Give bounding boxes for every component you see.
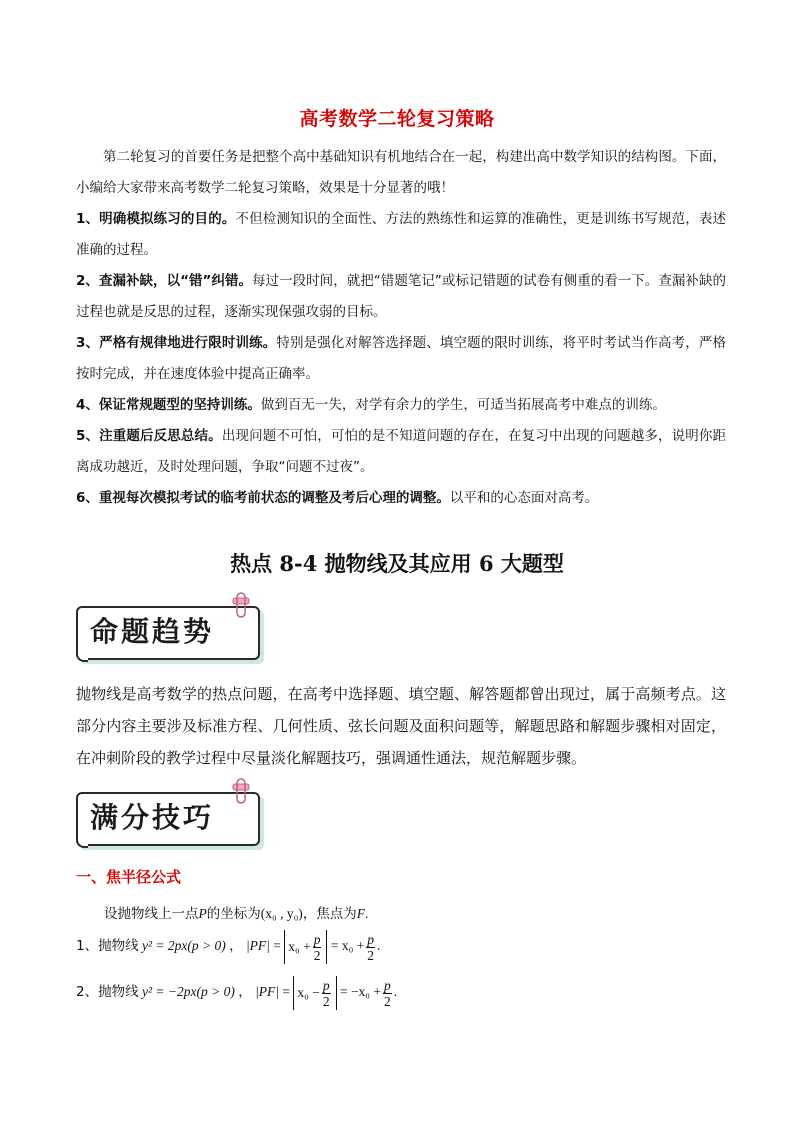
strategy-item bbox=[76, 204, 726, 266]
denominator: 2 bbox=[384, 993, 391, 1009]
section-heading: 一、焦半径公式 bbox=[76, 868, 182, 886]
denominator: 2 bbox=[313, 948, 321, 964]
text: = x₀ + bbox=[330, 938, 365, 954]
text: . bbox=[365, 906, 369, 921]
strategy-text: 做到百无一失，对学有余力的学生，可适当拓展高考中难点的训练。 bbox=[260, 397, 666, 413]
strategy-heading: 2、查漏补缺，以“错”纠错。 bbox=[76, 273, 253, 289]
text: 的坐标为 bbox=[206, 906, 261, 922]
math-var: P bbox=[198, 906, 207, 921]
math-equation: y² = −2px(p > 0) bbox=[141, 984, 235, 1000]
text: = −x₀ + bbox=[339, 984, 382, 1000]
strategy-heading: 4、保证常规题型的坚持训练。 bbox=[76, 397, 261, 413]
text: 1、抛物线 bbox=[76, 938, 139, 955]
fraction bbox=[313, 932, 322, 963]
strategy-item bbox=[76, 328, 726, 390]
numerator: p bbox=[313, 932, 321, 948]
fraction bbox=[322, 978, 331, 1009]
strategy-heading: 5、注重题后反思总结。 bbox=[76, 428, 222, 444]
text: ，焦点为 bbox=[302, 906, 357, 922]
math-abs-expr bbox=[293, 976, 336, 1010]
intro-paragraph: 第二轮复习的首要任务是把整个高中基础知识有机地结合在一起，构建出高中数学知识的结构图。下面，小编给大家带来高考数学二轮复习策略，效果是十分显著的哦！ bbox=[76, 149, 726, 196]
paperclip-icon bbox=[230, 778, 252, 804]
banner-label: 满分技巧 bbox=[90, 801, 215, 834]
trend-paragraph: 抛物线是高考数学的热点问题，在高考中选择题、填空题、解答题都曾出现过，属于高频考点。这部分内容主要涉及标准方程、几何性质、弦长问题及面积问题等，解题思路和解题步骤相对固定，在冲刺阶段的教学过程中尽量淡化解题技巧，强调通性通法，规范解题步骤。 bbox=[76, 685, 726, 767]
text: ， bbox=[238, 984, 252, 1001]
page-title: 高考数学二轮复习策略 bbox=[299, 108, 495, 130]
topic-title: 热点 8-4 抛物线及其应用 6 大题型 bbox=[230, 551, 564, 576]
numerator: p bbox=[384, 977, 391, 993]
strategy-text: 不但检测知识的全面性、方法的熟练性和运算的准确性，更是训练书写规范，表述准确的过程。 bbox=[76, 211, 726, 258]
skills-banner bbox=[76, 782, 266, 844]
fraction bbox=[383, 978, 392, 1009]
math-abs-expr bbox=[284, 930, 327, 964]
strategy-text: 出现问题不可怕，可怕的是不知道问题的存在，在复习中出现的问题越多，说明你距离成功越近，及时处理问题，争取“问题不过夜”。 bbox=[76, 428, 726, 475]
strategy-text: 每过一段时间，就把“错题笔记”或标记错题的试卷有侧重的看一下。查漏补缺的过程也就是反思的过程，逐渐实现保强攻弱的目标。 bbox=[76, 273, 726, 320]
text: ， bbox=[229, 938, 243, 955]
denominator: 2 bbox=[322, 994, 330, 1010]
strategy-heading: 6、重视每次模拟考试的临考前状态的调整及考后心理的调整。 bbox=[76, 490, 450, 506]
numerator: p bbox=[367, 931, 375, 947]
banner-label: 命题趋势 bbox=[90, 615, 215, 648]
text: . bbox=[377, 938, 381, 954]
text: 2、抛物线 bbox=[76, 984, 139, 1001]
trend-banner bbox=[76, 596, 266, 658]
math-abs: |PF| bbox=[255, 984, 279, 1000]
strategy-item bbox=[76, 421, 726, 483]
text: x₀ + bbox=[288, 939, 311, 954]
strategy-heading: 3、严格有规律地进行限时训练。 bbox=[76, 335, 277, 351]
text: 设抛物线上一点 bbox=[104, 906, 199, 922]
math-abs: |PF| bbox=[245, 938, 270, 954]
strategy-text: 特别是强化对解答选择题、填空题的限时训练，将平时考试当作高考，严格按时完成，并在速度体验中提高正确率。 bbox=[76, 335, 726, 382]
strategy-item bbox=[76, 483, 726, 514]
numerator: p bbox=[322, 978, 330, 994]
formula-2: 2、抛物线 y² = −2px(p > 0) ， |PF| = x₀ − $\frac{p}{2}$ = −x₀ + $\frac{p}{2}$ . bbox=[76, 977, 398, 1010]
denominator: 2 bbox=[367, 947, 375, 963]
text: . bbox=[393, 984, 398, 1000]
math-coord: (x₀ , y₀) bbox=[260, 906, 303, 921]
strategy-heading: 1、明确模拟练习的目的。 bbox=[76, 211, 236, 227]
strategy-item bbox=[76, 390, 726, 421]
text: x₀ − bbox=[297, 985, 320, 1000]
math-equation: y² = 2px(p > 0) bbox=[141, 938, 226, 954]
formula-1: 1、抛物线 y² = 2px(p > 0) ， |PF| = x₀ + $\frac{p}{2}$ = x₀ + $\frac{p}{2}$ . bbox=[76, 931, 381, 964]
paperclip-icon bbox=[230, 592, 252, 618]
fraction bbox=[366, 932, 375, 963]
formula-intro bbox=[104, 902, 368, 922]
math-var: F bbox=[356, 906, 366, 921]
strategy-item bbox=[76, 266, 726, 328]
strategy-text: 以平和的心态面对高考。 bbox=[449, 490, 599, 506]
